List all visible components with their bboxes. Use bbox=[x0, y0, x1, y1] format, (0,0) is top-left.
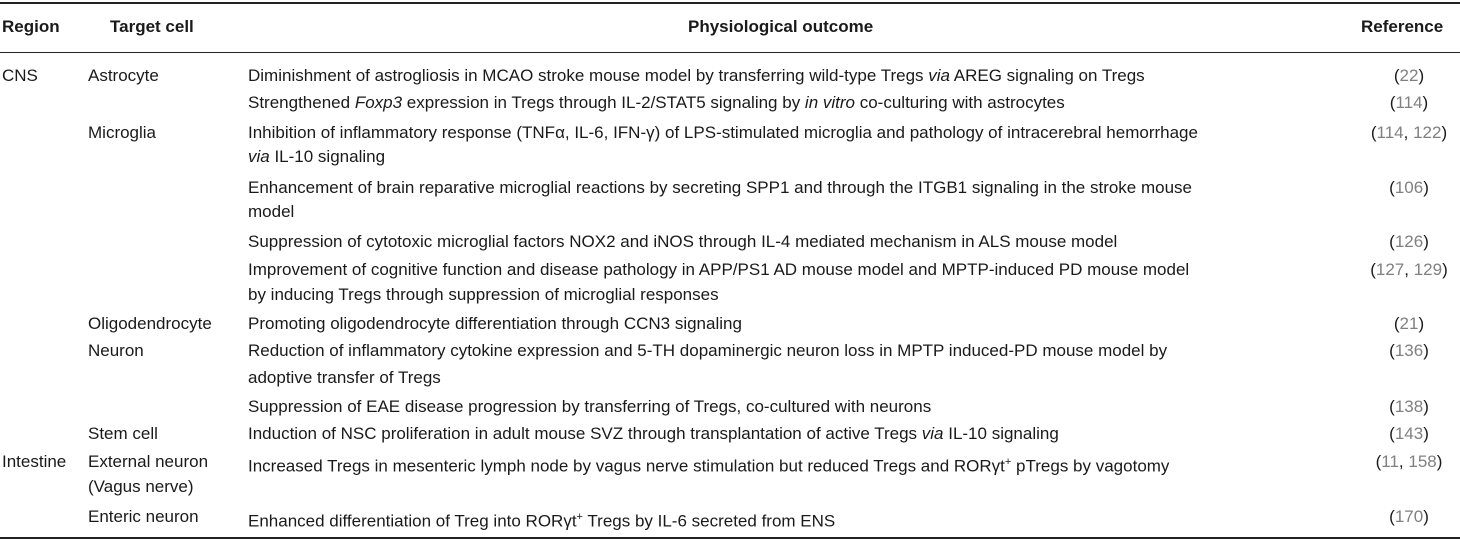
outcome-cell: Strengthened Foxp3 expression in Tregs through IL-2/STAT5 signaling by in vitro co-culturing with astrocytes bbox=[248, 93, 1065, 112]
outcome-cell-line2: adoptive transfer of Tregs bbox=[248, 368, 441, 387]
reference-cell: (127, 129) bbox=[1370, 260, 1448, 279]
region-cell: CNS bbox=[2, 66, 38, 85]
reference-link[interactable]: 127 bbox=[1375, 260, 1405, 279]
region-cell: Intestine bbox=[2, 452, 67, 471]
target-cell: External neuron bbox=[88, 452, 209, 471]
reference-link[interactable]: 114 bbox=[1376, 123, 1404, 142]
top-rule bbox=[0, 2, 1460, 4]
reference-link[interactable]: 138 bbox=[1394, 397, 1424, 416]
reference-link[interactable]: 170 bbox=[1394, 507, 1424, 526]
header-region: Region bbox=[2, 17, 60, 36]
outcome-cell-line2: via IL-10 signaling bbox=[248, 147, 386, 166]
header-target-cell: Target cell bbox=[110, 17, 194, 36]
outcome-cell: Suppression of cytotoxic microglial factors NOX2 and iNOS through IL-4 mediated mechanism in ALS mouse model bbox=[248, 232, 1118, 251]
outcome-cell-line2: by inducing Tregs through suppression of microglial responses bbox=[248, 285, 719, 304]
outcome-cell-line2: model bbox=[248, 202, 295, 221]
reference-link[interactable]: 22 bbox=[1399, 66, 1419, 85]
target-cell: Microglia bbox=[88, 123, 157, 142]
outcome-cell: Suppression of EAE disease progression by transferring of Tregs, co-cultured with neurons bbox=[248, 397, 932, 416]
reference-cell: (106) bbox=[1389, 178, 1429, 197]
outcome-cell: Inhibition of inflammatory response (TNFα, IL-6, IFN-γ) of LPS-stimulated microglia and pathology of intracerebral hemorrhage bbox=[248, 123, 1198, 142]
header-rule bbox=[0, 52, 1460, 53]
outcome-cell: Promoting oligodendrocyte differentiation through CCN3 signaling bbox=[248, 314, 742, 333]
header-outcome: Physiological outcome bbox=[688, 17, 874, 36]
reference-link[interactable]: 143 bbox=[1394, 424, 1424, 443]
reference-link[interactable]: 11 bbox=[1381, 452, 1399, 471]
reference-cell: (170) bbox=[1389, 507, 1429, 526]
target-cell: Neuron bbox=[88, 341, 144, 360]
reference-link[interactable]: 136 bbox=[1394, 341, 1424, 360]
reference-cell: (114) bbox=[1389, 93, 1429, 112]
target-cell: Astrocyte bbox=[88, 66, 159, 85]
outcome-cell: Improvement of cognitive function and disease pathology in APP/PS1 AD mouse model and MPTP-induced PD mouse model bbox=[248, 260, 1190, 279]
reference-link[interactable]: 21 bbox=[1399, 314, 1419, 333]
reference-link[interactable]: 114 bbox=[1395, 93, 1423, 112]
reference-cell: (126) bbox=[1389, 232, 1429, 251]
reference-cell: (143) bbox=[1389, 424, 1429, 443]
outcome-cell: Increased Tregs in mesenteric lymph node by vagus nerve stimulation but reduced Tregs and RORγt+ pTregs by vagotomy bbox=[248, 456, 1170, 476]
outcome-cell: Enhancement of brain reparative microglial reactions by secreting SPP1 and through the ITGB1 signaling in the stroke mouse bbox=[248, 178, 1193, 197]
target-cell: Enteric neuron bbox=[88, 507, 199, 526]
reference-cell: (114, 122) bbox=[1370, 123, 1448, 142]
outcome-cell: Reduction of inflammatory cytokine expression and 5-TH dopaminergic neuron loss in MPTP induced-PD mouse model by bbox=[248, 341, 1168, 360]
reference-cell: (136) bbox=[1389, 341, 1429, 360]
reference-cell: (11, 158) bbox=[1375, 452, 1443, 471]
outcome-cell: Enhanced differentiation of Treg into RORγt+ Tregs by IL-6 secreted from ENS bbox=[248, 511, 836, 531]
reference-link[interactable]: 122 bbox=[1413, 123, 1442, 142]
reference-link[interactable]: 158 bbox=[1408, 452, 1437, 471]
reference-cell: (22) bbox=[1393, 66, 1425, 85]
target-cell: Stem cell bbox=[88, 424, 158, 443]
outcome-cell: Induction of NSC proliferation in adult mouse SVZ through transplantation of active Tregs via IL-10 signaling bbox=[248, 424, 1059, 443]
bottom-rule bbox=[0, 537, 1460, 539]
target-cell-line2: (Vagus nerve) bbox=[88, 477, 194, 496]
header-reference: Reference bbox=[1361, 17, 1444, 36]
reference-link[interactable]: 106 bbox=[1394, 178, 1424, 197]
reference-cell: (21) bbox=[1393, 314, 1425, 333]
outcome-cell: Diminishment of astrogliosis in MCAO stroke mouse model by transferring wild-type Tregs via AREG signaling on Tregs bbox=[248, 66, 1145, 85]
reference-cell: (138) bbox=[1389, 397, 1429, 416]
reference-link[interactable]: 126 bbox=[1394, 232, 1424, 251]
target-cell: Oligodendrocyte bbox=[88, 314, 212, 333]
reference-link[interactable]: 129 bbox=[1413, 260, 1443, 279]
